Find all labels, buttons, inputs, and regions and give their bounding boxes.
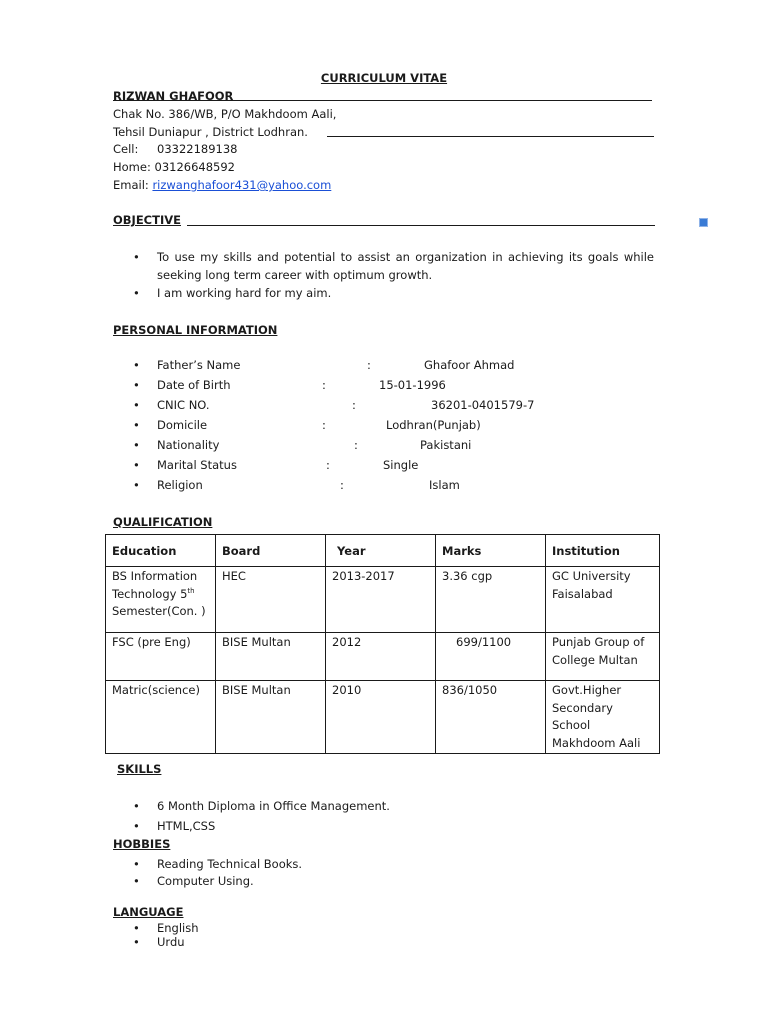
email-label: Email:	[113, 178, 149, 192]
table-cell: 2013-2017	[326, 567, 436, 633]
objective-underline	[187, 225, 655, 226]
field-value: Ghafoor Ahmad	[424, 358, 515, 372]
list-item	[113, 396, 613, 416]
list-item: • Reading Technical Books.	[113, 856, 302, 873]
list-item	[113, 416, 613, 436]
address-line-1: Chak No. 386/WB, P/O Makhdoom Aali,	[113, 107, 337, 121]
field-label: • Marital Status	[157, 458, 237, 472]
list-item	[113, 436, 613, 456]
cell-value: 03322189138	[157, 142, 238, 156]
cell-row	[113, 142, 138, 156]
column-header: Institution	[546, 535, 660, 567]
personal-info-list	[113, 356, 613, 496]
home-label: Home:	[113, 160, 151, 174]
list-item	[113, 456, 613, 476]
field-value: 15-01-1996	[379, 378, 446, 392]
table-header-row	[106, 535, 660, 567]
table-cell: Govt.Higher Secondary School Makhdoom Aali	[546, 681, 660, 754]
field-colon: :	[340, 478, 344, 492]
hobbies-list	[113, 856, 302, 890]
email-link[interactable]: rizwanghafoor431@yahoo.com	[152, 178, 332, 192]
qualification-table	[105, 534, 660, 754]
table-row	[106, 633, 660, 681]
table-cell: 2010	[326, 681, 436, 754]
list-item: • English	[113, 921, 199, 935]
home-row	[113, 160, 235, 174]
table-cell: HEC	[216, 567, 326, 633]
candidate-name: RIZWAN GHAFOOR	[113, 89, 234, 103]
field-label: • Date of Birth	[157, 378, 231, 392]
field-value: Pakistani	[420, 438, 472, 452]
list-item: • Urdu	[113, 935, 199, 949]
table-cell: GC University Faisalabad	[546, 567, 660, 633]
table-cell: 699/1100	[436, 633, 546, 681]
email-row	[113, 178, 331, 192]
cell-label: Cell:	[113, 142, 139, 156]
list-item: • I am working hard for my aim.	[113, 284, 654, 302]
list-item	[113, 376, 613, 396]
skills-heading: SKILLS	[117, 762, 162, 776]
objective-heading: OBJECTIVE	[113, 213, 181, 227]
list-item	[113, 476, 613, 496]
language-list	[113, 921, 199, 949]
anchor-icon[interactable]	[699, 218, 708, 227]
table-cell: Matric(science)	[106, 681, 216, 754]
table-cell: BISE Multan	[216, 681, 326, 754]
field-label: • Father’s Name	[157, 358, 241, 372]
field-label: • Domicile	[157, 418, 208, 432]
home-value: 03126648592	[154, 160, 235, 174]
column-header: Marks	[436, 535, 546, 567]
column-header: Year	[326, 535, 436, 567]
superscript: th	[187, 586, 195, 595]
table-row	[106, 681, 660, 754]
field-colon: :	[322, 418, 326, 432]
table-cell: 836/1050	[436, 681, 546, 754]
list-item: • 6 Month Diploma in Office Management.	[113, 796, 390, 816]
field-label: • Religion	[157, 478, 203, 492]
list-item	[113, 356, 613, 376]
field-colon: :	[322, 378, 326, 392]
field-colon: :	[326, 458, 330, 472]
table-cell: Punjab Group of College Multan	[546, 633, 660, 681]
table-cell: FSC (pre Eng)	[106, 633, 216, 681]
table-row	[106, 567, 660, 633]
field-label: • CNIC NO.	[157, 398, 210, 412]
table-cell: 3.36 cgp	[436, 567, 546, 633]
education-text-tail: Semester(Con. )	[112, 604, 206, 618]
list-item: • HTML,CSS	[113, 816, 390, 836]
name-underline	[113, 100, 652, 101]
objective-list	[113, 248, 654, 302]
personal-info-heading: PERSONAL INFORMATION	[113, 323, 278, 337]
table-cell	[106, 567, 216, 633]
field-value: Lodhran(Punjab)	[386, 418, 481, 432]
field-value: 36201-0401579-7	[431, 398, 535, 412]
field-label: • Nationality	[157, 438, 220, 452]
field-colon: :	[367, 358, 371, 372]
column-header: Education	[106, 535, 216, 567]
field-value: Islam	[429, 478, 460, 492]
language-heading: LANGUAGE	[113, 905, 184, 919]
field-value: Single	[383, 458, 419, 472]
list-item: • To use my skills and potential to assist an organization in achieving its goals while seeking long term career with optimum growth.	[113, 248, 654, 284]
address-underline	[327, 136, 654, 137]
document-title: CURRICULUM VITAE	[320, 71, 448, 85]
table-cell: BISE Multan	[216, 633, 326, 681]
address-line-2: Tehsil Duniapur , District Lodhran.	[113, 125, 308, 139]
table-cell: 2012	[326, 633, 436, 681]
skills-list	[113, 796, 390, 836]
education-text: BS Information Technology 5	[112, 569, 198, 601]
qualification-heading: QUALIFICATION	[113, 515, 213, 529]
field-colon: :	[352, 398, 356, 412]
column-header: Board	[216, 535, 326, 567]
list-item: • Computer Using.	[113, 873, 302, 890]
field-colon: :	[354, 438, 358, 452]
hobbies-heading: HOBBIES	[113, 837, 171, 851]
